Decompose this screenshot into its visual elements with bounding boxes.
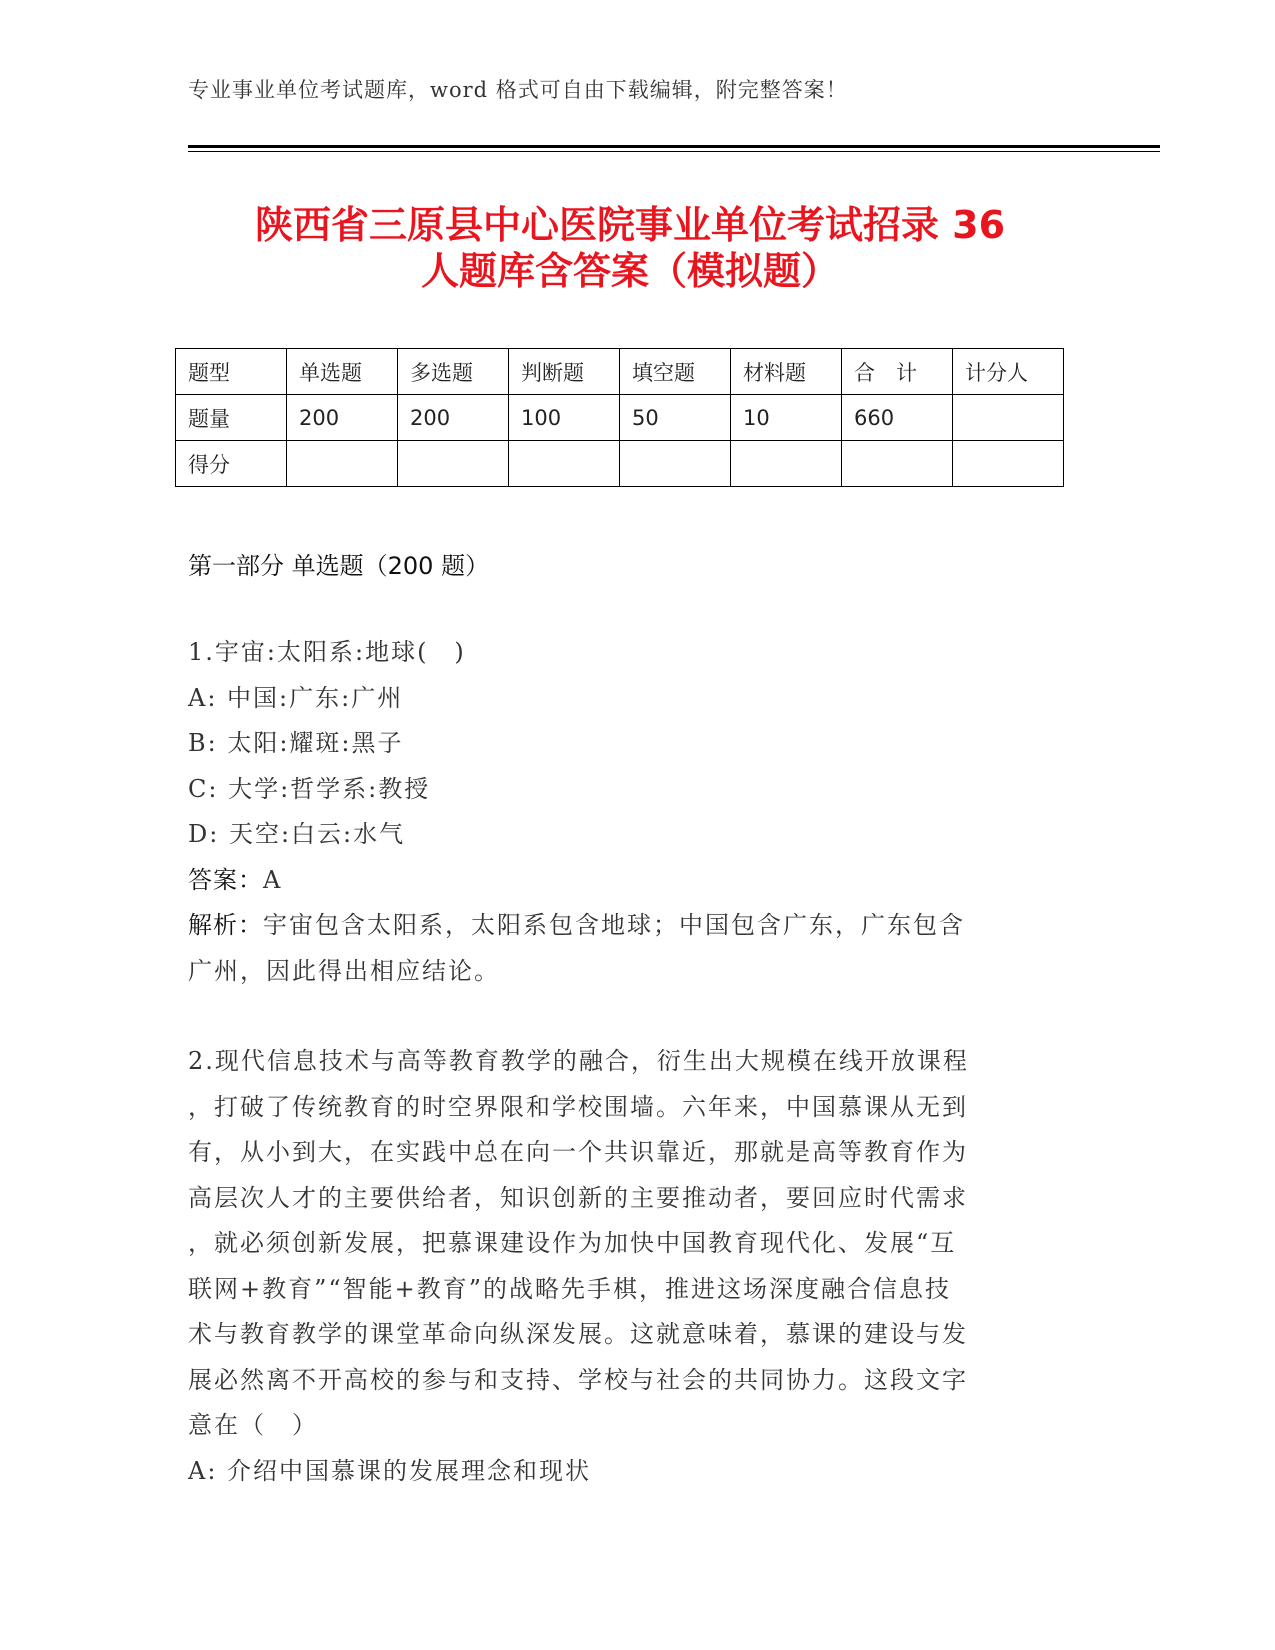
table-cell: 100 [509,395,620,441]
header-note: 专业事业单位考试题库，word 格式可自由下载编辑，附完整答案！ [188,78,848,102]
table-cell: 660 [842,395,953,441]
table-cell: 题量 [176,395,287,441]
question-1-stem: 1.宇宙:太阳系:地球( ) [188,638,466,666]
question-2-line: ，就必须创新发展，把慕课建设作为加快中国教育现代化、发展“互 [188,1229,957,1257]
document-title [0,202,1260,294]
header-rule-thin [188,151,1160,152]
table-cell: 10 [731,395,842,441]
table-cell: 填空题 [620,349,731,395]
question-2-option-a: A: 介绍中国慕课的发展理念和现状 [188,1456,592,1485]
score-table [175,348,1064,487]
question-2-line: 术与教育教学的课堂革命向纵深发展。这就意味着，慕课的建设与发 [188,1320,968,1348]
answer-value: A [263,865,283,894]
table-cell: 计分人 [953,349,1064,395]
table-cell [953,395,1064,441]
analysis-label: 解析： [188,911,263,939]
table-cell: 题型 [176,349,287,395]
question-1-option-a: A: 中国:广东:广州 [188,683,404,712]
question-2-line: ，打破了传统教育的时空界限和学校围墙。六年来，中国慕课从无到 [188,1092,968,1121]
header-rule-thick [188,145,1160,148]
table-cell: 得分 [176,441,287,487]
table-cell [509,441,620,487]
table-cell: 200 [398,395,509,441]
table-cell [287,441,398,487]
answer-label: 答案： [188,865,263,894]
question-2-line: 联网+教育”“智能+教育”的战略先手棋，推进这场深度融合信息技 [188,1274,952,1303]
question-1-option-b: B: 太阳:耀斑:黑子 [188,729,404,757]
table-cell: 50 [620,395,731,441]
title-line-1: 陕西省三原县中心医院事业单位考试招录 36 [254,203,1006,247]
table-cell: 材料题 [731,349,842,395]
table-row [176,395,1064,441]
table-cell: 多选题 [398,349,509,395]
question-body [188,630,1058,1494]
analysis-text-1: 宇宙包含太阳系，太阳系包含地球；中国包含广东，广东包含 [263,911,965,939]
question-1-option-d: D: 天空:白云:水气 [188,820,406,848]
question-2-line: 意在（ ） [188,1411,318,1439]
question-2-line: 2.现代信息技术与高等教育教学的融合，衍生出大规模在线开放课程 [188,1047,969,1075]
question-1-analysis-cont: 广州，因此得出相应结论。 [188,956,500,985]
question-1-answer [188,858,1058,904]
question-2-line: 高层次人才的主要供给者，知识创新的主要推动者，要回应时代需求 [188,1183,968,1212]
question-1-analysis [188,903,1058,949]
table-cell [842,441,953,487]
question-2-line: 展必然离不开高校的参与和支持、学校与社会的共同协力。这段文字 [188,1365,968,1394]
table-cell: 判断题 [509,349,620,395]
table-row [176,349,1064,395]
question-1-option-c: C: 大学:哲学系:教授 [188,774,431,803]
table-cell: 合 计 [842,349,953,395]
table-cell [398,441,509,487]
table-cell [953,441,1064,487]
table-cell [731,441,842,487]
table-row [176,441,1064,487]
section-title: 第一部分 单选题（200 题） [188,552,490,580]
title-line-2: 人题库含答案（模拟题） [420,249,839,293]
table-cell: 200 [287,395,398,441]
table-cell [620,441,731,487]
table-cell: 单选题 [287,349,398,395]
question-2-line: 有，从小到大，在实践中总在向一个共识靠近，那就是高等教育作为 [188,1138,968,1166]
